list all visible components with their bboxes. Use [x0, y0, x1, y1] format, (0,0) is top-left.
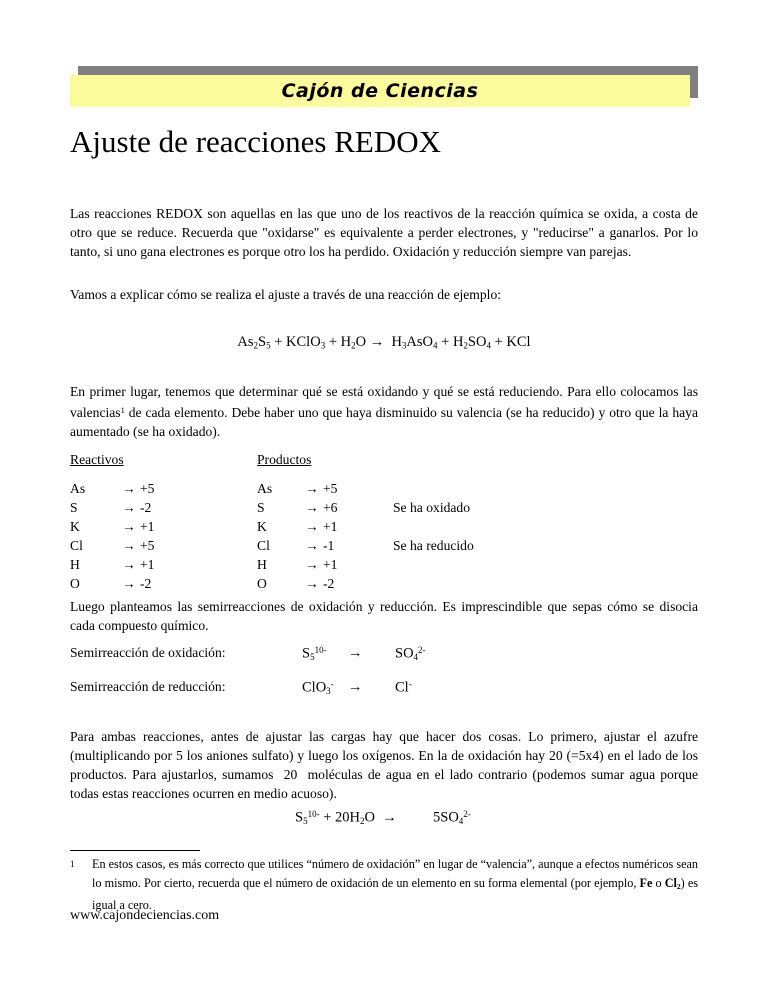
arrow-icon: →	[122, 500, 136, 515]
arrow-icon: →	[305, 538, 319, 553]
paragraph-valencias: En primer lugar, tenemos que determinar qué se está oxidando y qué se está reduciendo. Para ello colocamos las valencias$^1$ de cada elemento. Debe haber uno que haya disminuido su valencia (se ha reducido) y otro que la haya aumentado (se ha oxidado).	[70, 384, 698, 440]
arrow-icon: →	[122, 576, 136, 591]
product-valence: +6	[323, 500, 338, 515]
water-balance-equation	[70, 809, 698, 829]
arrow-icon: →	[348, 645, 363, 661]
reactant-valence: +1	[140, 557, 155, 572]
footnote	[70, 855, 698, 915]
valence-table-headers	[70, 452, 698, 471]
reactant-element: As	[70, 481, 86, 496]
reactant-valence: +5	[140, 538, 155, 553]
arrow-icon: →	[305, 557, 319, 572]
valence-table-rows	[70, 481, 698, 595]
reduction-product-formula: Cl-	[395, 679, 412, 696]
table-row	[70, 576, 698, 595]
site-name: Cajón de Ciencias	[281, 80, 479, 102]
paragraph-intro: Las reacciones REDOX son aquellas en las que uno de los reactivos de la reacción química se oxida, a costa de otro que se reduce. Recuerda que "oxidarse" es equivalente a perder electrones, y "reducirse" a ganarlos. Por lo tanto, si uno gana electrones es porque otro los ha perdido. Oxidación y reducción siempre van parejas.	[70, 206, 698, 259]
product-valence: -1	[323, 538, 335, 553]
reactant-element: S	[70, 500, 78, 515]
product-valence: +1	[323, 519, 338, 534]
product-valence: +5	[323, 481, 338, 496]
arrow-icon: →	[122, 538, 136, 553]
oxidation-label: Semirreacción de oxidación:	[70, 645, 226, 660]
table-row	[70, 519, 698, 538]
reactants-header: Reactivos	[70, 452, 124, 467]
table-row	[70, 538, 698, 557]
row-note-reduced: Se ha reducido	[393, 538, 474, 553]
arrow-icon: →	[122, 557, 136, 572]
reactant-valence: -2	[140, 500, 152, 515]
valence-table	[70, 452, 698, 595]
arrow-icon: →	[305, 519, 319, 534]
table-row	[70, 481, 698, 500]
header-banner	[70, 66, 700, 108]
product-element: As	[257, 481, 273, 496]
row-note-oxidized: Se ha oxidado	[393, 500, 471, 515]
banner	[70, 75, 690, 107]
water-equation-right: $5SO_4^{2-}$	[433, 809, 471, 826]
page-title: Ajuste de reacciones REDOX	[70, 124, 442, 159]
product-valence: -2	[323, 576, 335, 591]
main-reaction-equation: $As_2S_5$ + KClO$_3$ + $H_2O \to H_3AsO_4 + H_2SO_4$ + KCl	[237, 334, 531, 351]
oxidation-product-formula: $SO_4^{2-}$	[395, 645, 426, 662]
footer-website-url: www.cajondeciencias.com	[70, 908, 220, 923]
water-equation-left: $S_5^{10-} + 20H_2O$ →	[295, 809, 397, 826]
product-element: S	[257, 500, 265, 515]
oxidation-semireaction	[70, 645, 698, 665]
arrow-icon: →	[305, 481, 319, 496]
arrow-icon: →	[305, 500, 319, 515]
paragraph-semirreacciones: Luego planteamos las semirreacciones de oxidación y reducción. Es imprescindible que sepas cómo se disocia cada compuesto químico.	[70, 599, 698, 633]
reactant-element: K	[70, 519, 80, 534]
product-element: K	[257, 519, 267, 534]
reactant-element: O	[70, 576, 80, 591]
oxidation-reactant-formula: $S_5^{10-}$	[302, 645, 327, 662]
arrow-icon: →	[122, 481, 136, 496]
table-row	[70, 557, 698, 576]
arrow-icon: →	[305, 576, 319, 591]
paragraph-example-intro: Vamos a explicar cómo se realiza el ajuste a través de una reacción de ejemplo:	[70, 287, 502, 302]
reduction-semireaction	[70, 679, 698, 699]
products-header: Productos	[257, 452, 312, 467]
footnote-text: En estos casos, es más correcto que utilices “número de oxidación” en lugar de “valencia”, aunque a efectos numéricos sean lo mismo. Por cierto, recuerda que el número de oxidación de un elemento en su forma elemental (por ejemplo, Fe o $Cl_2$) es igual a cero.	[92, 857, 698, 913]
reactant-element: Cl	[70, 538, 83, 553]
reactant-element: H	[70, 557, 80, 572]
table-row	[70, 500, 698, 519]
arrow-icon: →	[348, 679, 363, 695]
reduction-label: Semirreacción de reducción:	[70, 679, 226, 694]
footnote-divider	[70, 850, 200, 851]
reduction-reactant-formula: ClO$_3$-	[302, 679, 334, 696]
arrow-icon: →	[122, 519, 136, 534]
reactant-valence: -2	[140, 576, 152, 591]
product-element: O	[257, 576, 267, 591]
footnote-marker: 1	[70, 859, 75, 869]
paragraph-ambas: Para ambas reacciones, antes de ajustar las cargas hay que hacer dos cosas. Lo primero, ajustar el azufre (multiplicando por 5 los aniones sulfato) y luego los oxígenos. En la de oxidación hay 20 (=5x4) en el lado de los productos. Para ajustarlos, sumamos 20 moléculas de agua en el lado contrario (podemos sumar agua porque todas estas reacciones ocurren en medio acuoso).	[70, 729, 698, 801]
product-element: H	[257, 557, 267, 572]
product-element: Cl	[257, 538, 270, 553]
product-valence: +1	[323, 557, 338, 572]
reactant-valence: +1	[140, 519, 155, 534]
reactant-valence: +5	[140, 481, 155, 496]
